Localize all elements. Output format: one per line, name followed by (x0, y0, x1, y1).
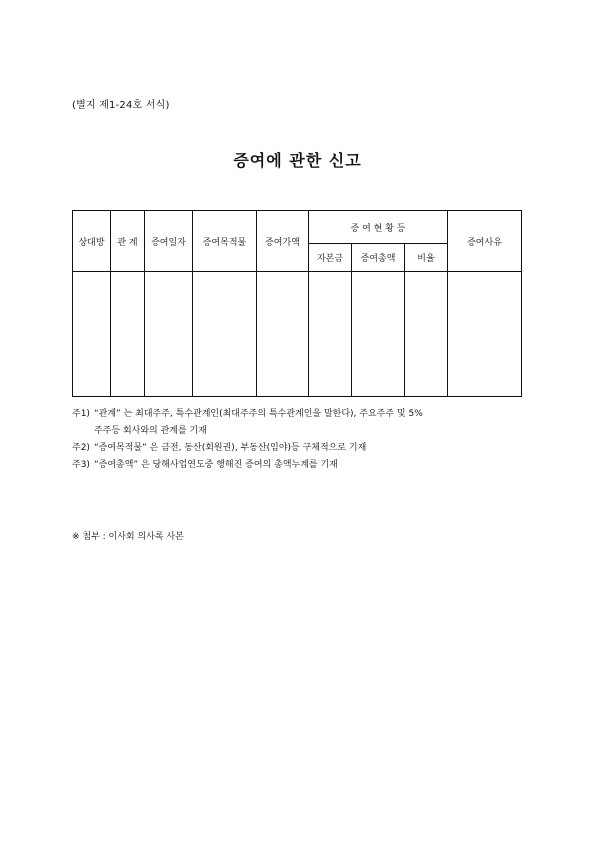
footnote-line: “증여총액” 은 당해사업연도중 행해진 증여의 총액누계를 기재 (94, 460, 338, 470)
cell-gift-reason (448, 272, 522, 397)
cell-equity (309, 272, 352, 397)
footnote-1 (72, 406, 532, 440)
footnotes (72, 406, 532, 474)
cell-ratio (405, 272, 448, 397)
header-gift-status: 증 여 현 황 등 (309, 211, 448, 244)
header-ratio: 비율 (405, 244, 448, 272)
footnote-number: 주2) (72, 443, 90, 453)
document-title: 증여에 관한 신고 (233, 151, 362, 170)
cell-total-gift (352, 272, 405, 397)
header-total-gift: 증여총액 (352, 244, 405, 272)
cell-relation (111, 272, 145, 397)
footnote-3 (72, 457, 532, 474)
footnote-2 (72, 440, 532, 457)
cell-counterparty (73, 272, 111, 397)
header-gift-value: 증여가액 (257, 211, 309, 272)
footnote-line: “관계” 는 최대주주, 특수관계인(최대주주의 특수관계인을 말한다), 주요주주 및 5% (94, 409, 423, 419)
footnote-text (94, 406, 532, 440)
header-gift-date: 증여일자 (145, 211, 193, 272)
table-header-row (73, 211, 522, 244)
footnote-text (94, 457, 532, 474)
footnote-line: “증여목적물” 은 금전, 동산(회원권), 부동산(임야)등 구체적으로 기재 (94, 443, 367, 453)
gift-report-table (72, 210, 522, 397)
table-row (73, 272, 522, 397)
header-relation: 관 계 (111, 211, 145, 272)
footnote-number: 주1) (72, 409, 90, 419)
cell-gift-object (193, 272, 257, 397)
footnote-number: 주3) (72, 460, 90, 470)
header-gift-object: 증여목적물 (193, 211, 257, 272)
header-equity: 자본금 (309, 244, 352, 272)
header-counterparty: 상대방 (73, 211, 111, 272)
form-reference: (별지 제1-24호 서식) (72, 100, 170, 111)
header-gift-reason: 증여사유 (448, 211, 522, 272)
footnote-text (94, 440, 532, 457)
attachment-note: ※ 첨부 : 이사회 의사록 사본 (72, 532, 184, 542)
footnote-line: 주주등 회사와의 관계를 기재 (94, 426, 207, 436)
cell-gift-value (257, 272, 309, 397)
cell-gift-date (145, 272, 193, 397)
